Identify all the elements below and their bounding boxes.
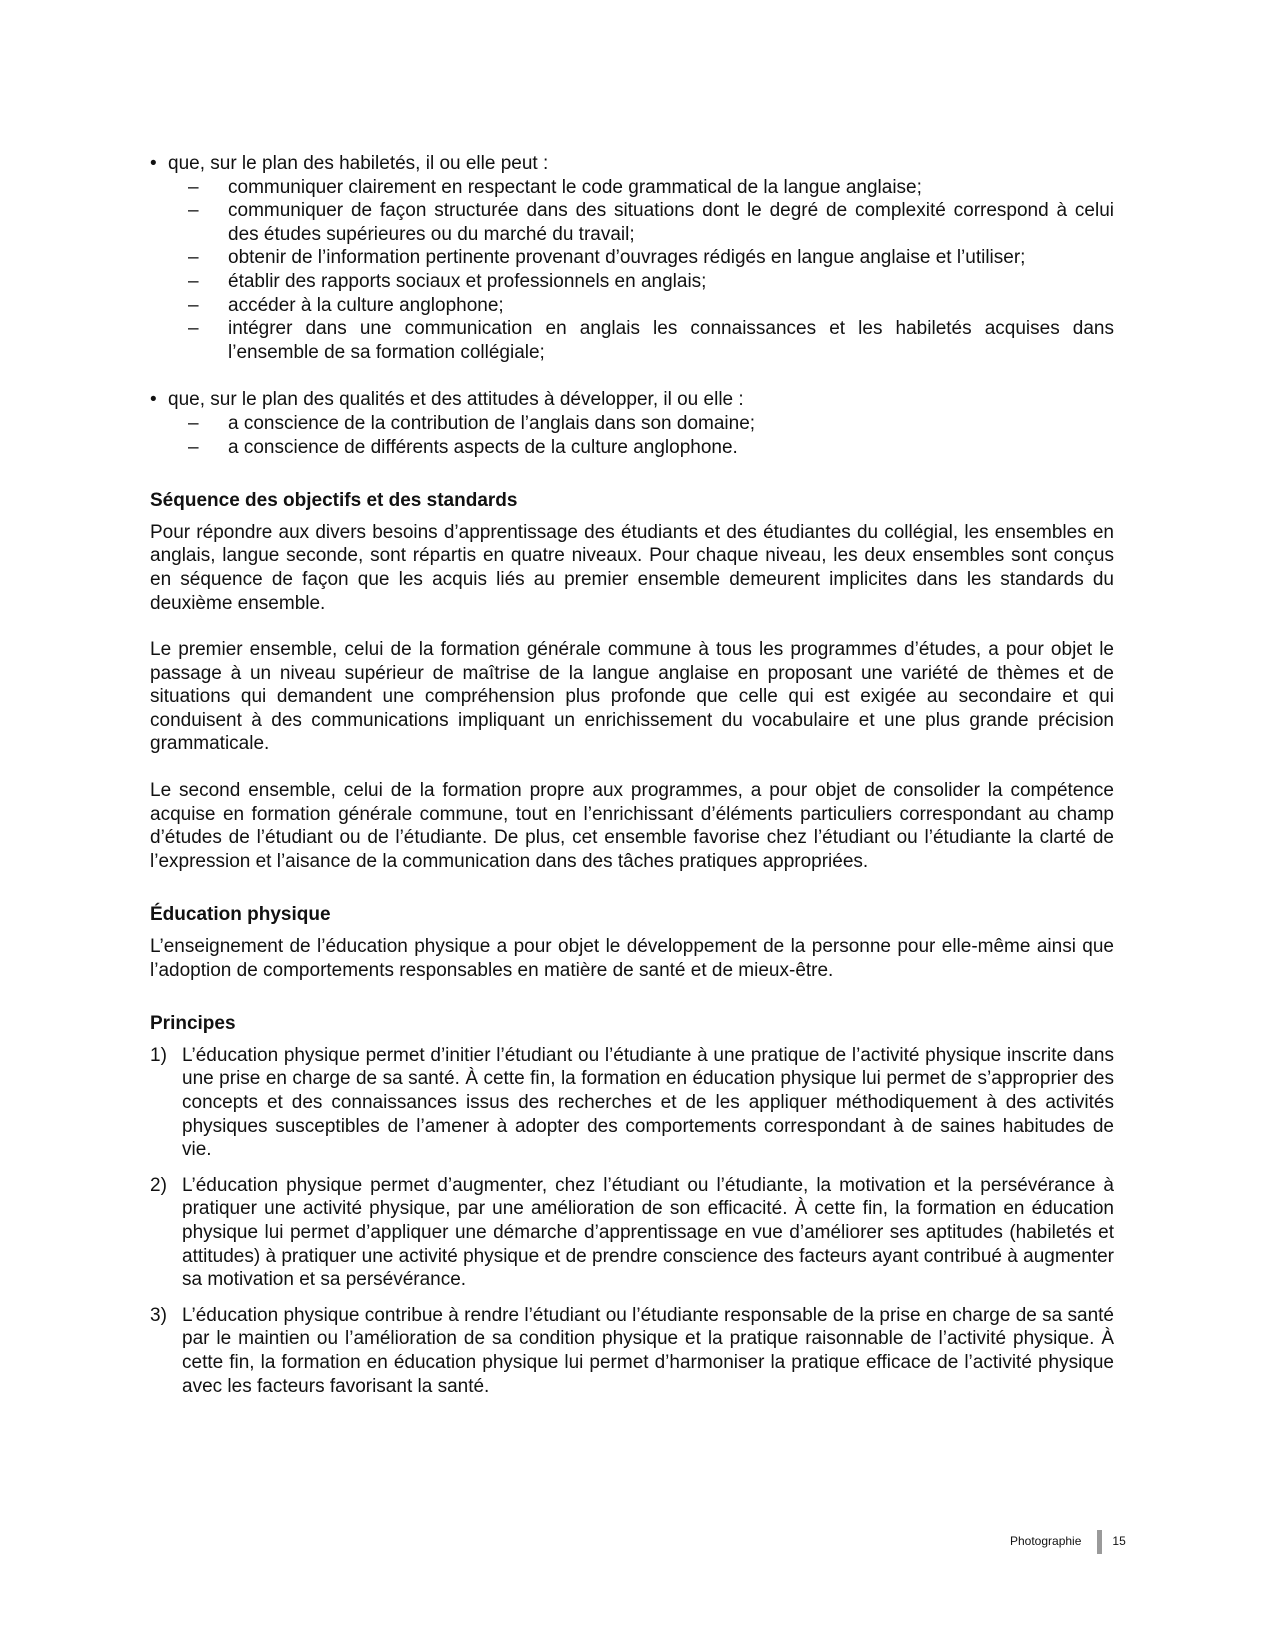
bullet-item [150,152,1114,364]
item-number: 2) [150,1174,167,1196]
dash-item: – communiquer de façon structurée dans des situations dont le degré de complexité correspond à celui des études supérieures ou du marché du travail; [228,199,1114,246]
page-footer [1010,1530,1126,1554]
item-text: L’éducation physique contribue à rendre l’étudiant ou l’étudiante responsable de la prise en charge de sa santé par le maintien ou l’amélioration de sa condition physique et la pratique raisonnable de l’activité physique. À cette fin, la formation en éducation physique lui permet d’harmoniser la pratique efficace de l’activité physique avec les facteurs favorisant la santé. [182,1304,1114,1397]
section-heading-sequence: Séquence des objectifs et des standards [150,490,518,512]
page-number: 15 [1112,1534,1126,1549]
dash-item: – a conscience de la contribution de l’anglais dans son domaine; [228,412,1114,436]
principe-item [150,1044,1114,1162]
section-heading-education: Éducation physique [150,904,331,926]
principe-item [150,1174,1114,1292]
dash-item: – intégrer dans une communication en anglais les connaissances et les habiletés acquises dans l’ensemble de sa formation collégiale; [228,317,1114,364]
dash-item: – établir des rapports sociaux et professionnels en anglais; [228,270,1114,294]
paragraph: Pour répondre aux divers besoins d’apprentissage des étudiants et des étudiantes du collégial, les ensembles en anglais, langue seconde, sont répartis en quatre niveaux. Pour chaque niveau, les deux ensembles sont conçus en séquence de façon que les acquis liés au premier ensemble demeurent implicites dans les standards du deuxième ensemble. [150,521,1114,614]
footer-divider [1097,1530,1102,1554]
item-number: 1) [150,1044,167,1066]
dash-item: – communiquer clairement en respectant le code grammatical de la langue anglaise; [228,176,1114,200]
principe-item [150,1304,1114,1398]
item-text: L’éducation physique permet d’augmenter, chez l’étudiant ou l’étudiante, la motivation et la persévérance à pratiquer une activité physique, par une amélioration de son efficacité. À cette fin, la formation en éducation physique lui permet d’appliquer une démarche d’apprentissage en vue d’améliorer ses aptitudes (habiletés et attitudes) à pratiquer une activité physique et de prendre conscience des facteurs ayant contribué à augmenter sa motivation et sa persévérance. [182,1174,1114,1291]
paragraph: L’enseignement de l’éducation physique a pour objet le développement de la personne pour elle-même ainsi que l’adoption de comportements responsables en matière de santé et de mieux-être. [150,936,1114,981]
bullet-item [150,388,1114,459]
paragraph: Le second ensemble, celui de la formation propre aux programmes, a pour objet de consolider la compétence acquise en formation générale commune, tout en l’enrichissant d’éléments particuliers correspondant au champ d’études de l’étudiant ou de l’étudiante. De plus, cet ensemble favorise chez l’étudiant ou l’étudiante la clarté de l’expression et l’aisance de la communication dans des tâches pratiques appropriées. [150,780,1114,872]
paragraph: Le premier ensemble, celui de la formation générale commune à tous les programmes d’études, a pour objet le passage à un niveau supérieur de maîtrise de la langue anglaise en proposant une variété de thèmes et de situations qui demandent une compréhension plus profonde que celle qui est exigée au secondaire et qui conduisent à des communications impliquant un enrichissement du vocabulaire et une plus grande précision grammaticale. [150,639,1114,755]
dash-item: – a conscience de différents aspects de la culture anglophone. [228,436,1114,460]
objectives-list [150,152,1114,459]
footer-title: Photographie [1010,1534,1082,1549]
section-heading-principes: Principes [150,1013,236,1035]
dash-list [168,412,1114,459]
item-number: 3) [150,1304,167,1326]
dash-item: – obtenir de l’information pertinente provenant d’ouvrages rédigés en langue anglaise et l’utiliser; [228,246,1114,270]
bullet-text: que, sur le plan des habiletés, il ou elle peut : [168,153,549,174]
bullet-text: que, sur le plan des qualités et des attitudes à développer, il ou elle : [168,389,744,411]
dash-list [168,176,1114,365]
principes-list [150,1044,1114,1398]
item-text: L’éducation physique permet d’initier l’étudiant ou l’étudiante à une pratique de l’activité physique inscrite dans une prise en charge de sa santé. À cette fin, la formation en éducation physique lui permet de s’approprier des concepts et des connaissances issus des recherches et de les appliquer méthodiquement à des activités physiques susceptibles de l’amener à adopter des comportements correspondant à de saines habitudes de vie. [182,1044,1114,1161]
dash-item: – accéder à la culture anglophone; [228,294,1114,318]
page-content [150,152,1114,1410]
